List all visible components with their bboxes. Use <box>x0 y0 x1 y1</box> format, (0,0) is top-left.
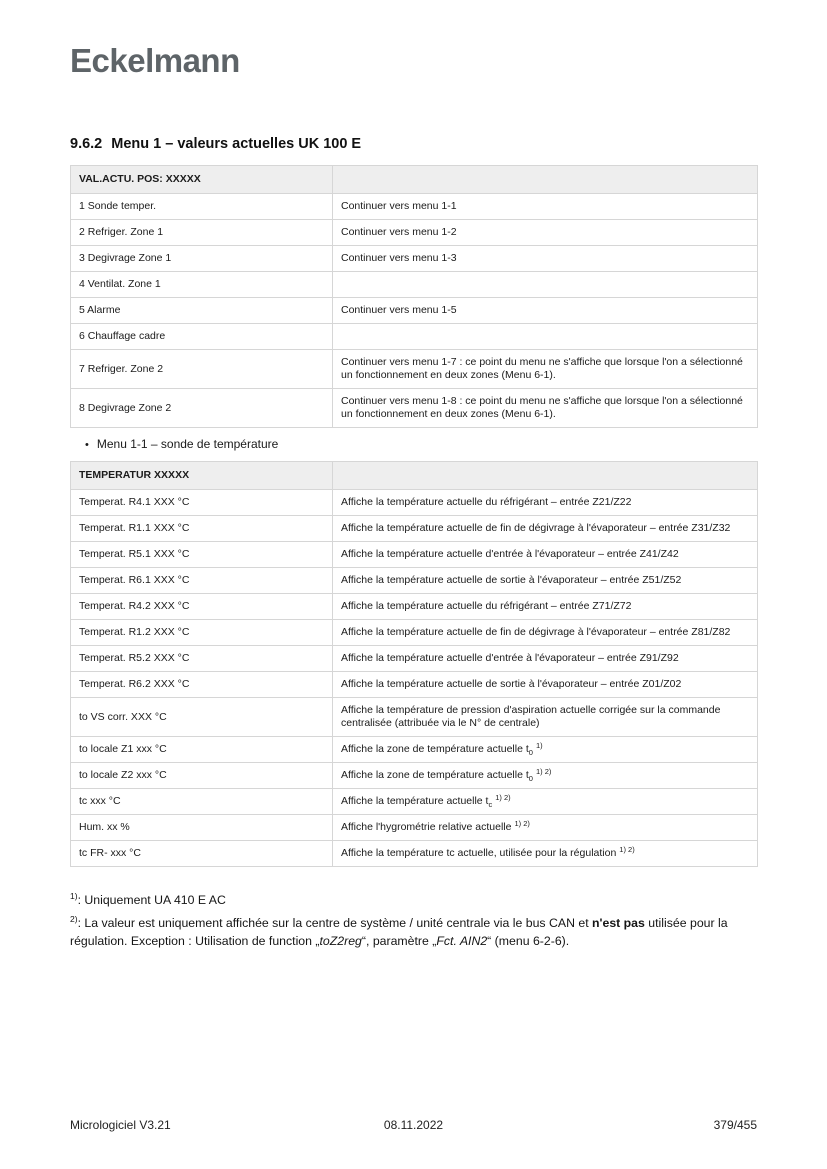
page-footer <box>70 1118 757 1132</box>
description-cell: Affiche l'hygrométrie relative actuelle $^{1) 2)}$ <box>333 815 758 841</box>
value-cell: to locale Z1 xxx °C <box>71 737 333 763</box>
description-cell: Affiche la température actuelle d'entrée à l'évaporateur – entrée Z91/Z92 <box>333 646 758 672</box>
description-cell: Affiche la température actuelle d'entrée à l'évaporateur – entrée Z41/Z42 <box>333 542 758 568</box>
subscript: 0 <box>528 748 533 758</box>
table-row <box>71 698 758 737</box>
description-cell: Affiche la température tc actuelle, utilisée pour la régulation $^{1) 2)}$ <box>333 841 758 867</box>
table-row <box>71 672 758 698</box>
menu-item-cell: 7 Refriger. Zone 2 <box>71 350 333 389</box>
table-row <box>71 620 758 646</box>
table-row <box>71 763 758 789</box>
footnote-1: $^{1)}$: Uniquement UA 410 E AC <box>70 891 226 908</box>
footnote-marker: 2) <box>70 913 78 924</box>
description-cell <box>333 324 758 350</box>
table-row <box>71 246 758 272</box>
table-header-cell-empty <box>333 166 758 194</box>
table-row <box>71 220 758 246</box>
value-cell: tc FR- xxx °C <box>71 841 333 867</box>
value-cell: to locale Z2 xxx °C <box>71 763 333 789</box>
description-cell: Continuer vers menu 1-8 : ce point du menu ne s'affiche que lorsque l'on a sélectionné un fonctionnement en deux zones (Menu 6-1). <box>333 389 758 428</box>
subsection-label: Menu 1-1 – sonde de température <box>96 437 279 451</box>
value-cell: Temperat. R6.2 XXX °C <box>71 672 333 698</box>
value-cell: tc xxx °C <box>71 789 333 815</box>
table-row <box>71 194 758 220</box>
table-row <box>71 841 758 867</box>
description-cell: Affiche la température de pression d'aspiration actuelle corrigée sur la commande centralisée (attribuée via le N° de centrale) <box>333 698 758 737</box>
table-row <box>71 516 758 542</box>
description-cell: Continuer vers menu 1-7 : ce point du menu ne s'affiche que lorsque l'on a sélectionné un fonctionnement en deux zones (Menu 6-1). <box>333 350 758 389</box>
footnote-ref: 1) 2) <box>495 792 511 802</box>
table-header-cell: VAL.ACTU. POS: XXXXX <box>71 166 333 194</box>
footer-page-number: 379/455 <box>713 1118 757 1132</box>
section-heading <box>70 136 757 152</box>
value-cell: Temperat. R6.1 XXX °C <box>71 568 333 594</box>
description-cell: Continuer vers menu 1-5 <box>333 298 758 324</box>
value-cell: Hum. xx % <box>71 815 333 841</box>
footnote-marker: 1) <box>70 891 78 901</box>
value-cell: Temperat. R4.1 XXX °C <box>71 490 333 516</box>
table-row <box>71 815 758 841</box>
italic-parameter: toZ2reg <box>319 934 362 949</box>
description-cell: Continuer vers menu 1-2 <box>333 220 758 246</box>
table-row <box>71 646 758 672</box>
value-cell: Temperat. R1.2 XXX °C <box>71 620 333 646</box>
footnote-2: $^{2)}$: La valeur est uniquement affichée sur la centre de système / unité centrale via le bus CAN et n'est pas utilisée pour la régulation. Exception : Utilisation de function „toZ2reg“, paramètre „Fct. AIN2“ (menu 6-2-6). <box>70 913 728 949</box>
description-cell: Continuer vers menu 1-1 <box>333 194 758 220</box>
table-row <box>71 490 758 516</box>
footnote-ref: 1) 2) <box>619 844 635 854</box>
table-row <box>71 594 758 620</box>
table-row <box>71 789 758 815</box>
italic-parameter: Fct. AIN2 <box>436 934 488 949</box>
table-header-row <box>71 462 758 490</box>
value-cell: Temperat. R4.2 XXX °C <box>71 594 333 620</box>
eckelmann-logo: Eckelmann <box>70 42 240 79</box>
value-cell: Temperat. R1.1 XXX °C <box>71 516 333 542</box>
table-row <box>71 298 758 324</box>
description-cell: Affiche la zone de température actuelle $t_0^{1) 2)}$ <box>333 763 758 789</box>
subsection-bullet <box>85 437 757 453</box>
table-row <box>71 568 758 594</box>
menu-item-cell: 3 Degivrage Zone 1 <box>71 246 333 272</box>
value-cell: Temperat. R5.2 XXX °C <box>71 646 333 672</box>
description-cell: Affiche la température actuelle de sortie à l'évaporateur – entrée Z01/Z02 <box>333 672 758 698</box>
bold-text: n'est pas <box>592 915 645 930</box>
description-cell: Affiche la température actuelle du réfrigérant – entrée Z21/Z22 <box>333 490 758 516</box>
footnote-ref: 1) 2) <box>514 818 530 828</box>
table-header-row <box>71 166 758 194</box>
description-cell: Affiche la température actuelle de sortie à l'évaporateur – entrée Z51/Z52 <box>333 568 758 594</box>
table-row <box>71 737 758 763</box>
menu-item-cell: 2 Refriger. Zone 1 <box>71 220 333 246</box>
footnote-ref: 1) <box>535 740 543 750</box>
section-title: Menu 1 – valeurs actuelles UK 100 E <box>111 136 362 152</box>
value-cell: to VS corr. XXX °C <box>71 698 333 737</box>
description-cell <box>333 272 758 298</box>
bullet-icon: • <box>85 439 89 451</box>
table-row <box>71 350 758 389</box>
description-cell: Affiche la température actuelle $t_c^{1) 2)}$ <box>333 789 758 815</box>
menu-item-cell: 5 Alarme <box>71 298 333 324</box>
menu-item-cell: 1 Sonde temper. <box>71 194 333 220</box>
description-cell: Affiche la température actuelle de fin de dégivrage à l'évaporateur – entrée Z81/Z82 <box>333 620 758 646</box>
footer-version: Micrologiciel V3.21 <box>70 1118 171 1132</box>
footnotes <box>70 887 757 951</box>
description-cell: Continuer vers menu 1-3 <box>333 246 758 272</box>
description-cell: Affiche la zone de température actuelle $t_0^{1)}$ <box>333 737 758 763</box>
value-cell: Temperat. R5.1 XXX °C <box>71 542 333 568</box>
table-row <box>71 542 758 568</box>
description-cell: Affiche la température actuelle du réfrigérant – entrée Z71/Z72 <box>333 594 758 620</box>
footer-date: 08.11.2022 <box>383 1118 444 1132</box>
table-header-cell: TEMPERATUR XXXXX <box>71 462 333 490</box>
section-number: 9.6.2 <box>70 136 103 152</box>
menu-item-cell: 4 Ventilat. Zone 1 <box>71 272 333 298</box>
table-row <box>71 324 758 350</box>
footnote-ref: 1) 2) <box>535 766 552 776</box>
table-header-cell-empty <box>333 462 758 490</box>
description-cell: Affiche la température actuelle de fin de dégivrage à l'évaporateur – entrée Z31/Z32 <box>333 516 758 542</box>
menu-item-cell: 8 Degivrage Zone 2 <box>71 389 333 428</box>
table-row <box>71 389 758 428</box>
menu-item-cell: 6 Chauffage cadre <box>71 324 333 350</box>
subscript: c <box>488 800 493 810</box>
table-row <box>71 272 758 298</box>
val-actu-table <box>70 165 758 428</box>
subscript: 0 <box>528 774 533 784</box>
temperatur-table <box>70 461 758 867</box>
